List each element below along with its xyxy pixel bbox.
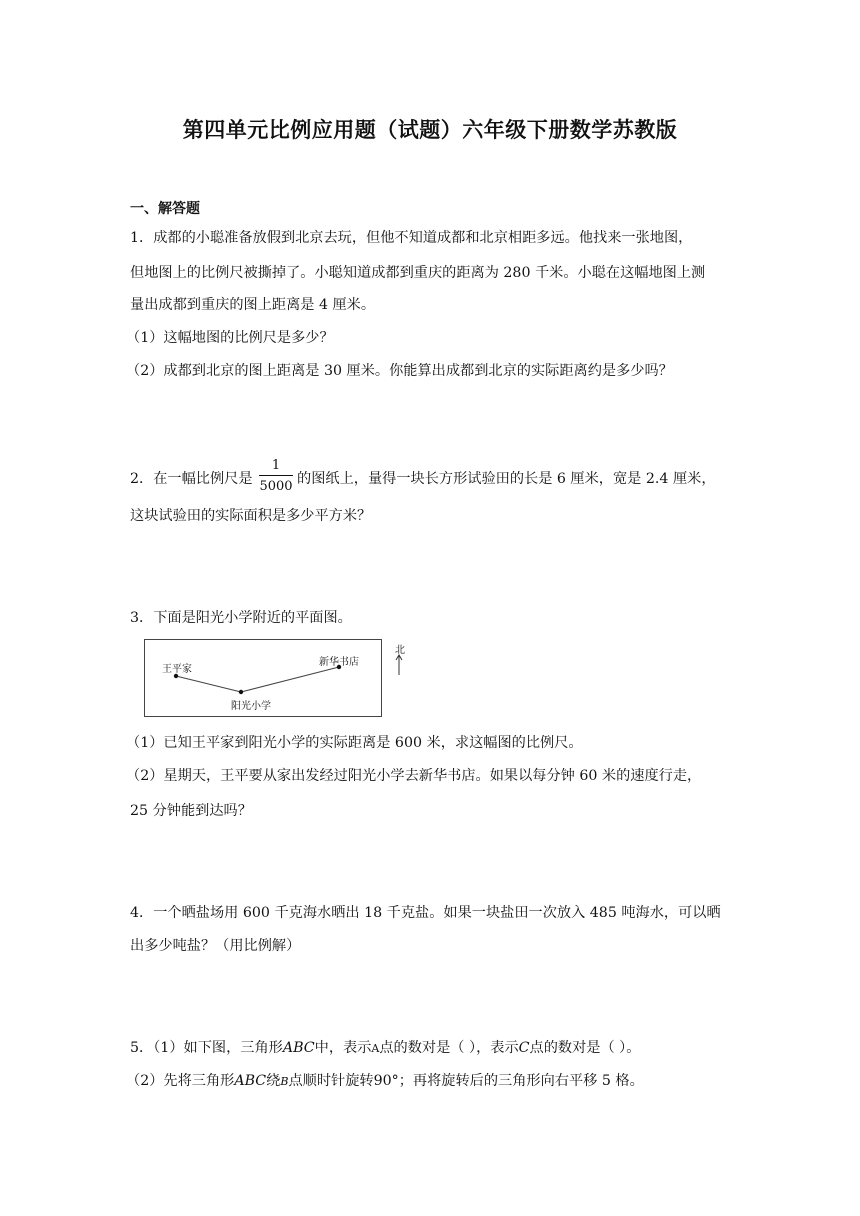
q5-a-mid: 中，表示 [314,1040,372,1056]
q3-line-1: 3．下面是阳光小学附近的平面图。 [130,610,352,626]
q5-a-triangle: ABC [282,1040,315,1056]
page-title: 第四单元比例应用题（试题）六年级下册数学苏教版 [182,118,678,142]
route-school-to-bookstore [241,667,339,692]
q1-line-3: 量出成都到重庆的图上距离是 4 厘米。 [130,297,376,313]
north-arrow-icon [394,654,404,676]
label-bookstore: 新华书店 [319,657,359,668]
label-school: 阳光小学 [231,701,271,712]
north-label: 北 [395,645,405,656]
q5-a-point-c: C [518,1040,530,1056]
q3-sub-2: （2）星期天，王平要从家出发经过阳光小学去新华书店。如果以每分钟 60 米的速度行走， [126,768,702,784]
label-home: 王平家 [162,664,192,675]
school-point [239,690,243,694]
q4-line-1: 4．一个晒盐场用 600 千克海水晒出 18 千克盐。如果一块盐田一次放入 485 吨海水，可以晒 [130,905,721,921]
q3-map-figure [144,639,382,717]
q2-line-2: 这块试验田的实际面积是多少平方米？ [130,508,372,524]
q1-line-2: 但地图上的比例尺被撕掉了。小聪知道成都到重庆的距离为 280 千米。小聪在这幅地图上测 [130,265,706,281]
q5-a-point-a: A [371,1042,380,1055]
q2-fraction-denominator: 5000 [259,479,293,494]
q4-line-2: 出多少吨盐？（用比例解） [130,938,301,954]
q5-a-mid2: 点的数对是（ ），表示 [379,1040,519,1056]
q1-line-1: 1．成都的小聪准备放假到北京去玩，但他不知道成都和北京相距多远。他找来一张地图， [130,230,693,246]
q5-part-2 [126,1070,644,1090]
q5-a-pre: 5．（1）如下图，三角形 [130,1040,283,1056]
q5-b-pre: （2）先将三角形 [126,1073,235,1089]
q5-a-end: 点的数对是（ ）。 [529,1040,641,1056]
q1-sub-2: （2）成都到北京的图上距离是 30 厘米。你能算出成都到北京的实际距离约是多少吗？ [126,363,673,379]
section-heading: 一、解答题 [130,201,200,217]
q2-suffix: 的图纸上，量得一块长方形试验田的长是 6 厘米，宽是 2.4 厘米， [297,471,716,487]
q3-sub-1: （1）已知王平家到阳光小学的实际距离是 600 米，求这幅图的比例尺。 [126,735,583,751]
q5-b-point-b: B [280,1075,289,1088]
route-home-to-school [176,676,241,692]
q2-fraction-bar [259,475,293,476]
q2-prefix: 2．在一幅比例尺是 [130,471,253,487]
q5-b-end: 点顺时针旋转90°；再将旋转后的三角形向右平移 5 格。 [288,1073,644,1089]
q5-part-1 [130,1037,640,1057]
q1-sub-1: （1）这幅地图的比例尺是多少？ [126,330,334,346]
q5-b-mid: 绕 [266,1073,281,1089]
q5-b-triangle: ABC [234,1073,267,1089]
q2-fraction-numerator: 1 [271,458,281,473]
q3-sub-2-cont: 25 分钟能到达吗？ [130,803,252,819]
